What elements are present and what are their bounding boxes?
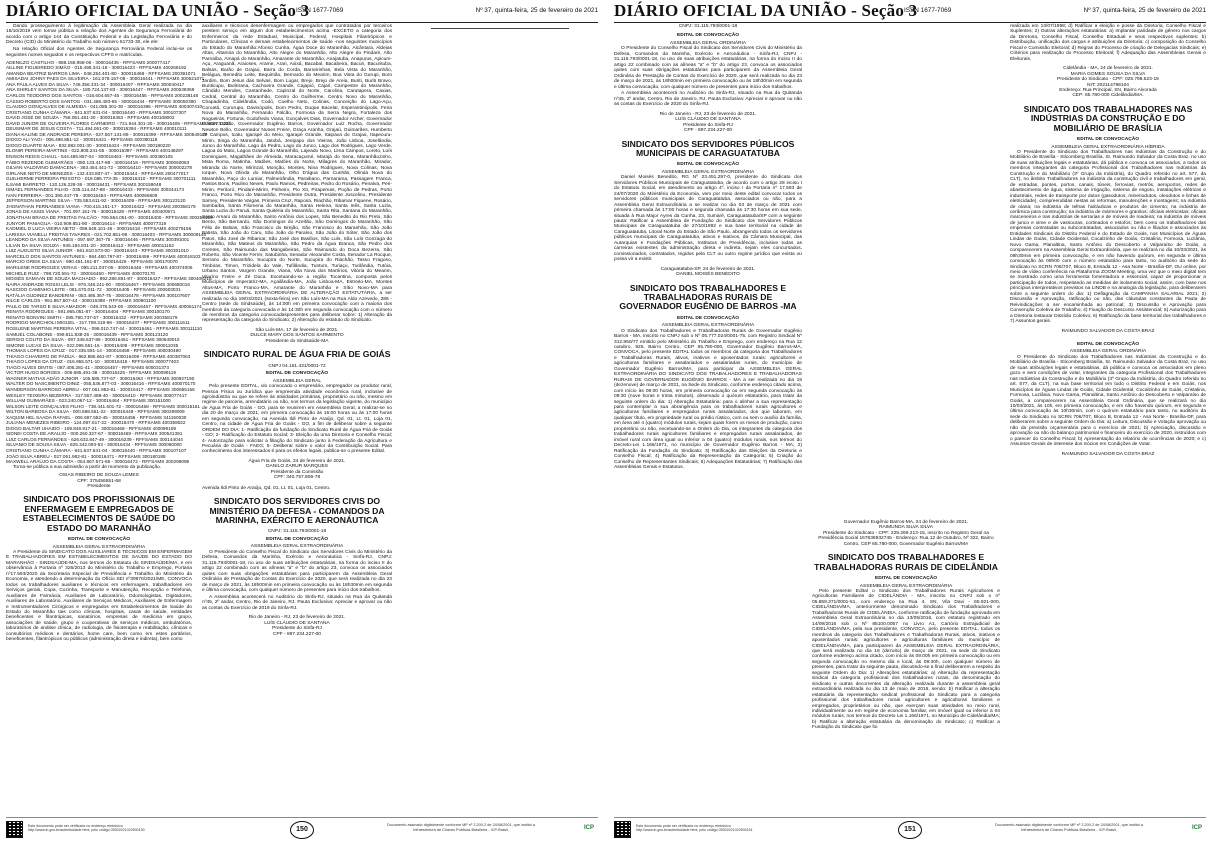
list-item: MOISÉS SAMAAN DE SOUZA MACHADO - 892.286.691-87 - 300016427 - RFFSAMS 300408218	[6, 276, 212, 282]
list-item: RENATO BONVINI SMITH - 085.790.737-57 - 300016432 - RFFSAMS 200358179	[6, 314, 178, 320]
signatory-name: DULCE MARY DOS SANTOS SARMENTO	[250, 333, 344, 339]
list-item: ISMAEL FERNANDES FILHO - 035.114.247-98 - 300016433 - RFFSAMS 300344173	[6, 187, 184, 193]
cnpj: CNPJ: 31.115.793/0001-18	[267, 529, 327, 535]
list-item: DAVID JOSÉ DE SOUZA - 758.051.481-20 - 300016453 - RFFSAMS 400108002	[6, 115, 175, 121]
org-title: SINDICATO DOS TRABALHADORES E TRABALHADORAS RURAIS DE GOVERNADOR EUGÊNIO DE BARROS -MA	[619, 282, 797, 312]
list-item: WANDERSON BARROSO ABREU - 007.061.982-81 - 300016417 - RFFSAMS 300655156	[6, 386, 195, 392]
list-item: CARLOS TEODORO DOS SANTOS - 016.604.657-45 - 300016456 - RFFSAMS 200228148	[6, 93, 199, 98]
edital-body-2: A Assembleia acontecerá no Auditório do Sinfa-RJ, situado na Rua da Quitanda nº45, 2º andar, Centro, Rio de Janeiro, RJ. Pauta Exclusiva: Apreciar e aprovar ou não as contas do Exercício de 2020 do Sinfa-RJ.	[614, 91, 802, 108]
agents-list	[6, 59, 232, 465]
edital-subheading: ASSEMBLEIA GERAL EXTRAORDINÁRIA	[661, 169, 755, 175]
intro-paragraph-2: Na relação Oficial dos Agentes de Segurança Ferroviária Federal inclui-se os seguintes nomes seguidos e os respectivos CPFS e matrículas.	[6, 47, 192, 58]
list-item: THOMAS LOPES DA CRUZ - 017.335.591-14 - 300016458 - RFFSAMS 400030490	[6, 348, 181, 354]
list-item: NASCIDO CAMINHO LEITE - 081.670.011-72 - 300016405 - RFFSAMS 200603031	[6, 287, 181, 293]
edital-subheading: ASSEMBLEIA GERAL EXTRAORDINÁRIA	[52, 544, 146, 550]
column-1	[614, 24, 802, 812]
signatory-name: LUÍS CLÁUDIO DE SANTANA	[264, 620, 330, 626]
list-item: LARISSA VIANELLI FREITAS TAVARES - 021.702.851-99 - 300016403 - RFFSAMS 300009140	[6, 231, 207, 237]
signatory-name: LUÍS CLÁUDIO DE SANTANA	[675, 117, 741, 123]
closing-text: Torna-se pública a sua admissão a partir de momento da publicação.	[13, 464, 162, 470]
list-item: NATÁLIA GUDINEZ BANDERINI - 053.486.367-75 - 300016478 - RFFSAMS 300107607	[6, 292, 191, 298]
list-item: GIRLANE NETO DE MENEZES - 132.433.807-47 - 300016444 - RFFSAMS 200477017	[6, 170, 189, 176]
page-number: 151	[898, 821, 922, 839]
masthead: DIÁRIO OFICIAL DA UNIÃO - Seção 3	[6, 1, 310, 20]
list-item: ANA PAULA ALVES DA SILVA - 745.356.331-34 - 300016407 - RFFSAMS 300040417	[6, 81, 185, 87]
list-item: SILVANIO DE SOUSA SILVA - 825.342.093-53 - 300016434 - RFFSAMS 300050000	[6, 442, 182, 448]
list-item: DAVID JUNIOR DE OLIVEIRA FLORES CARNEIRO - 721.944.301-30 - 300016405 - RFFSAMS 400733221	[6, 120, 232, 126]
list-item: AILLINE FIGUEIREDO SIMÃO - 015.498.341-18 - 300016423 - RFFSAMS 400268192	[6, 65, 187, 71]
issue-info: Nº 37, quinta-feira, 25 de fevereiro de 2021	[475, 7, 598, 14]
list-item: GUILHERME FERREIRA PEIXOTO - 019.085.773-35 - 300016410 - RFFSAMS 300701111	[6, 176, 196, 182]
list-item: PAULO DE TARSO E SILVA AMADOR - 049.378.543-05 - 300016467 - RFFSAMS 400061174	[6, 303, 202, 309]
list-item: VICTOR HUGO BORGES - 006.685.491-38 - 300016425 - RFFSAMS 300099119	[6, 370, 176, 376]
list-item: DIOGO DUARTE MAIA - 832.982.001-30 - 300016424 - RFFSAMS 300180220	[6, 142, 171, 148]
signature-notice: Documento assinado digitalmente conforme MP nº 2.200-2 de 24/08/2001, que institui a Infraestrutura de Chaves Públicas Brasileira - ICP-Brasil.	[994, 823, 1143, 832]
column-1	[6, 24, 232, 812]
signatory-cpf: CPF - 897.234.227-00	[273, 631, 321, 637]
column-2	[202, 24, 392, 812]
signatory-cep: CEP: 65.780-000 Cidelândia/MA.	[1072, 93, 1144, 99]
edital-body: O Presidente do Conselho Fiscal do Sindicato dos Servidores Civis do Ministério da Defesa, Comandos da Marinha, Exército e Aeronáutica - Sinfa-RJ, CNPJ - 31.115.793/0001-18, no uso de suas atribuições estatutárias, na forma do inciso II do artigo 22 combinado com as alíneas "a" e "b" do artigo 23, convoca os associados quites com suas obrigações estatutárias para participarem da Assembleia Geral Ordinária de Prestação de Contas do Exercício de 2020, que será realizada no dia 23 de março de 2021, às 18h00min em primeira convocação ou às 18h30min em segunda e última convocação, com qualquer número de presentes para início dos trabalhos.	[614, 46, 802, 90]
edital-subheading: ASSEMBLEIA GERAL ORDINÁRIA	[669, 40, 747, 46]
list-item: LUIZ CARLOS FERNANDES - 626.632.847-49 - 300016239 - RFFSAMS 300144044	[6, 436, 183, 442]
place-date: Rio de Janeiro - RJ, 23 de fevereiro de 2021.	[248, 615, 346, 621]
list-item: MÁRCIO GREIK DA SILVA - 990.451.161-87 - 300016429 - RFFSAMS 300170070	[6, 259, 178, 265]
edital-heading: EDITAL DE CONVOCAÇÃO	[677, 315, 739, 321]
list-item: WESLEY TEIXEIRA BEZERRA - 317.557.488-40 - 300016410 - RFFSAMS 300077417	[6, 392, 187, 398]
column-3	[402, 24, 598, 812]
list-item: CLAUDIO GONÇALVES DE ALMEIDA - 041.085.301-30 - 300016396 - RFFSAMS 400307410	[6, 104, 203, 110]
list-item: MAXWELL ARAÚJO DA COSTA - 054.867.571-66 - 300016472 - RFFSAMS 200299099	[6, 459, 190, 465]
list-item: ADENILZO CASTILHO - 888.155.958-05 - 300016436 - RFFSAMS 200077417	[6, 59, 171, 65]
edital-body: A Presidente do SINDICATO DOS AUXILIARES E TÉCNICOS EM ENFERMAGEM E TRABALHADORES EM ESTABELECIMENTOS DE SAÚDE DO ESTADO DO MARANHÃO - SINDSAÚDE-MA, nos termos do Estatuto do SINDSAÚDE/MA, e em observância à Portaria nº 326/2013 do Ministério do Trabalho e Emprego, Portaria nº17.593/2020 da Secretaria Especial de Previdência e Trabalho do Ministério da Economia, e atendendo a determinação do Ofício SEI nº39970/2021/ME, CONVOCA todos os trabalhadores auxiliares e técnicos em enfermagem, trabalhadores em Serviços gerais, Copa, Cozinha, Transporte e Manutenção, Recepção e Telefonia, Auxiliares de Farmácia, Auxiliares de Laboratório, Odontologistas, Digitadores, Auxiliares de Laboratório, Auxiliares de Serviços Médicos, Auxiliares de Enfermagem e Instrumentadores Cirúrgicos e empregados em Estabelecimentos de Saúde do Estado do Maranhão tais como clínicas, hospitais, casas de saúde, entidades beneficentes e filantrópicas, sanatórios, empresas de medicina em grupo, associações de saúde, grupo e cooperativas de serviços médicos, ambulatórios, laboratórios de análise clínica, de radiologia, de fisioterapia e reabilitação, clínicas e consultórios médicos e dentários, home care, bem como em estes paritários, beneficentes, filantrópicos ou públicos (administração direta e indireta), bem como	[6, 549, 192, 643]
org-title: SINDICATO DOS TRABALHADORES NAS INDÚSTRIAS DA CONSTRUÇÃO E DO MOBILIÁRIO DE BRASÍLIA	[1023, 103, 1193, 133]
icp-brasil-logo-icon: ICP	[583, 825, 594, 831]
edital-heading: EDITAL DE CONVOCAÇÃO	[677, 162, 739, 168]
place-date: Cidelândia - MA, 24 de fevereiro de 2021.	[1063, 66, 1153, 72]
list-item: DIOGO BALTAR UHAIDO - 109.849.917-21 - 300016468 - RFFSAMS 400099109	[6, 425, 176, 431]
place-date: Caraguatatuba-SP, 24 de fevereiro de 2021.	[660, 266, 756, 272]
list-item: NILCE CARLOS - 951.967.507-44 - 300016398 - RFFSAMS 300801100	[6, 298, 156, 304]
qr-code-icon	[6, 821, 23, 838]
edital-body-2: A Assembleia acontecerá no Auditório do Sinfa-RJ, situado na Rua da Quitanda nº45, 2º andar, Centro, Rio de Janeiro, RJ. Pauta Exclusiva: Apreciar e aprovar ou não as contas do Exercício de 2019 do Sinfa-RJ.	[202, 594, 392, 611]
signatory-role: Presidente do Sindsaúde-MA	[265, 338, 329, 344]
list-item: CRISTIANO CUNHA CÂMARA - 841.637.631-04 - 300016440 - RFFSAMS 300107307	[6, 109, 187, 115]
icp-brasil-logo-icon: ICP	[1191, 825, 1202, 831]
edital-body: O Presidente do Sindicato dos Trabalhadores nas Indústrias da Construção e do Mobiliário de Brasília - Sticomberg Brasília, Sr. Raimundo Salvador da Costa Braz, no uso de suas atribuições legais e estatutárias, dá pública e convoca os associados, a todos os membros integrantes da categoria Profissional dos Trabalhadores nas Indústrias da Construção e do Mobiliário (3º Grupo da Indústria), do Quadro referido no art. 577, da CLT), no âmbito Trabalhadores na indústria da construção civil e trabalhadores em geral, de estradas, pontes, portos, canais, túneis, ferrovias, metrôs, aeroportos, redes de abastecimento de água, sistema de irrigação, sistema de esgoto, instalações elétricas e industriais, redes de transporte por dutos (gasodutos, mineriodutos, oleodutos e linhas de eletricidade), compreendidas nestas as reformas, manutenções e montagens; na indústria de olaria; na indústria de telhas hidráulicas e produtos de cimento; na indústria de cerâmica para construção; na indústria de mármores e granitos; oficiais eletricistas; oficiais marceneiros e nas indústrias de serrarias e de móveis de madeira; na indústria de móveis de junco e vime e de vassouras, cortinados e estofos; bem como os trabalhadores das empresas contratadas ou subcontratadas, associados ou não e filiados e associados às Entidades Sindicais do Distrito Federal e do Estado de Goiás, nos Municípios de Águas Lindas de Goiás, Cidade Ocidental, Cocalzinho de Goiás, Cristalina, Formosa, Luziânia, Novo Gama, Planaltina, Santo Antônio do Descoberto e Valparaíso de Goiás, a comparecerem na Assembleia Geral Extraordinária, que se realizará no dia 10/03/2021, às 08h30min em primeira convocação, e em não havendo quórum, em segunda e última convocação às 09h00 com o número estatutário para tanto, no auditório da sede do Sindicato no SCRN 706/707, Bloco B, Entrada 12 - Asa Norte - Brasília-DF, OU online, por meio de vídeo conferência na Plataforma ZOOM Meeting, uma vez que o meio digital tem se mostrado como uma ferramenta fomentadora e essencial, capaz de proporcionar a participação de todos, respeitando as medidas de isolamento social, assim, com base nos princípios interpretativos previstos na LINDB e na analogia da legislação, para deliberarem sobre a seguinte ordem do dia: 1) Deflagração da CAMPANHA SALARIAL 2021; 2) Discussão e Aprovação, ratificação ou não, das cláusulas constantes da Pauta de Reivindicações a ser encaminhada ao patronal; 3) Discussão e Aprovação para Convenção Coletiva de Trabalho; 4) Fixação do Desconto Assistencial; 5) Autorização para a Diretoria instaurar Dissídio Coletivo; 6) Ratificação da base territorial dos trabalhadores e 7) Assuntos gerais.	[1010, 150, 1206, 325]
edital-subheading: ASSEMBLEIA GERAL EXTRAORDINÁRIA	[859, 583, 953, 589]
edital-heading: EDITAL DE CONVOCAÇÃO	[1077, 341, 1139, 347]
intro-paragraph: Dando prosseguimento à legitimação da Assembleia Geral realizada no dia 16/10/2019 vem tornar pública a relação dos Agentes de Segurança Ferroviária de acordo com o artigo 144 da Constituição Federal e da Legislação Ferroviária e do Decreto (CID) do Ministério do Trabalho sob número 51733-30, ele ele:	[6, 24, 192, 46]
list-item: FÁBIO REZENDE GUIMARÃES - 080.133.417-88 - 300016418 - RFFSAMS 300060063	[6, 159, 190, 165]
column-2-lower	[812, 520, 1000, 812]
list-item: AMANDA BEATRIZ BARROS LIMA - 048.254.401-80 - 300016468 - RFFSAMS 200391071	[6, 70, 196, 76]
signatory-name: RAIMUNDO SALVADOR DA COSTA BRAZ	[1061, 451, 1155, 457]
list-item: MICHELE RUIZ - 798.720.591-72 - 300016460 - RFFSAMS 400070170	[6, 270, 156, 276]
signatory-name: DANILO ZARUR MARQUES	[266, 464, 328, 470]
signatory-name: DANIEL MOISÉS BENEDITO	[676, 272, 740, 278]
page-header	[614, 0, 1206, 23]
list-item: RODRIGO MARCHIOLI MIGUEL - 317.708.318-98 - 300016437 - RFFSAMS 300111611	[6, 320, 190, 326]
list-item: MARILENE RODRIGUES VERAS - 095.211.037-05 - 300016448 - RFFSAMS 400374006	[6, 264, 193, 270]
edital-heading: EDITAL DE CONVOCAÇÃO	[266, 536, 328, 542]
signatory-cpf: CPF: 340.757.806-78	[273, 475, 321, 481]
edital-heading: EDITAL DE CONVOCAÇÃO	[68, 537, 130, 543]
list-item: IVAN FERREIRA - 001.390.447-79 - 300016454 - RFFSAMS 400066809	[6, 192, 158, 198]
list-item: DIOGO ALI YAGI - 006.498.851-12 - 300016421 - RFFSAMS 400390118	[6, 137, 158, 143]
list-item: GILVAN VALDIVINO DAMACENA - 363.454.441-72 - 300016410 - RFFSAMS 300002278	[6, 165, 193, 171]
page-left	[6, 0, 598, 842]
masthead: DIÁRIO OFICIAL DA UNIÃO - Seção 3	[614, 1, 918, 20]
edital-subheading: ASSEMBLEIA GERAL EXTRAORDINÁRIA	[250, 544, 344, 550]
signatory-cpf: CPF - 897.234.227-00	[684, 128, 732, 134]
list-item: SERGIO COUTO DA SILVA - 097.348.637-86 - 300016451 - RFFSAMS 300649010	[6, 337, 180, 343]
org-title: SINDICATO RURAL DE ÁGUA FRIA DE GOIÁS	[203, 349, 391, 360]
list-item: ANA SHIRLEY SANTOS DA SILVA - 180.724.137-83 - 300016447 - RFFSAMS 200638369	[6, 87, 195, 93]
signatory-nit: NIT: 202114798104	[1087, 82, 1129, 88]
signatory-role: Presidente do Sindicato - CPF: 025.798.523-18	[1057, 77, 1159, 83]
edital-subheading: ASSEMBLEIA GERAL EXTRAORDINÁRIA	[661, 323, 755, 329]
list-item: ILSAMI BARRETO - 120.126.228-36 - 300016431 - RFFSAMS 300159048	[6, 181, 162, 187]
edital-subheading: ASSEMBLEIA GERAL EXTRAORDINÁRIA HÍBRIDA	[1051, 144, 1165, 150]
qr-code-icon	[614, 821, 631, 838]
signature-notice: Documento assinado digitalmente conforme MP nº 2.200-2 de 24/08/2001, que institui a Infraestrutura de Chaves Públicas Brasileira - ICP-Brasil.	[386, 823, 535, 832]
list-item: LILIAN DA SILVA SOUZA - 945.184.831-20 - 300016412 - RFFSAMS 400011152	[6, 242, 174, 248]
edital-heading: EDITAL DE CONVOCAÇÃO	[1077, 137, 1139, 143]
edital-body: Daniel Moisés Benedito, RG Nº 23.451.297-0, presidente do Sindicato dos Servidores Públicos Municipais de Caraguatatuba, de acordo com o artigo 28 inciso I do Estatuto Social, em atendimento ao artigo 4º, inciso I da Portaria nº 17.593 de 24/07/2020 do Ministério da Economia, vem por meio deste edital convocar todos os servidores públicos municipais de Caraguatatuba, associados ou não, para a Assembleia Geral Extraordinária a se realizar no dia 03 de março de 2021 com primeira chamada às 17:00 horas e segunda chamada às 17:30 horas em sua sede, situada à Rua Major Ayres da Cunha, 23, Sumaré, Caraguatatuba/SP com a seguinte pauta: Ratificar a Assembleia de Fundação do Sindicato dos Servidores Públicos Municipais de Caraguatatuba de 27/10/1992 e sua base territorial na cidade de Caraguatatuba, Litoral Norte do Estado de São Paulo, abrangendo todos os servidores públicos municipais de Caraguatatuba, ativos e inativos, da Câmara Municipal, das Autarquias e Fundações Públicas, Institutos de Previdência, inclusive todas as carreiras existentes da administração direta e indireta, sejam eles concursados, comissionados, contratados, regidos pela CLT ou outro regime jurídico que exista ou possa vir a existir.	[614, 175, 802, 263]
cnpj: CNPJ 04.161.431/0001-72	[268, 363, 326, 369]
list-item: WILLIAM GUIMARÃES - 023.240.067-12 - 300016464 - RFFSAMS 300151000	[6, 398, 171, 404]
signatory-role: Presidente da Comissão	[270, 469, 324, 475]
place-date: Governador Eugênio Barros-MA, 24 de fevereiro de 2021.	[843, 520, 969, 525]
list-item: ELONIR PEREIRA MARTINS - 022.808.241-55 - 300016397 - RFFSAMS 400148297	[6, 148, 184, 154]
list-item: DIANA KALINE DE ANDRADE PEREIRA - 027.567.131-89 - 300016399 - RFFSAMS 300549177	[6, 131, 208, 137]
list-item: JEFFERSON MARTINS SILVA - 735.553.611-92 - 300016409 - RFFSAMS 300123120	[6, 198, 186, 204]
divider	[431, 28, 568, 29]
edital-body: Pelo presente Edital o Sindicato dos Trabalhadores Rurais Agricultores e Agricultoras Familiares de CIDELÂNDIA - MA, inscrito no CNPJ sob o nº 05.859.371/0001-51, com endereço na Rua 4, SN, Vila Davi - 65.921-000, CIDELÂNDIA/MA, anteriormente denominado Sindicato dos Trabalhadores e Trabalhadoras Rurais de CIDELÂNDIA, conforme ratificação de fundação aprovada em Assembleia Geral Extraordinária no dia 13/05/2016, com estatuto registrado em 14/09/2016 sob o Nº 85100.0057 no Livro A1, Cartório Extrajudicial de CIDELÂNDIA/MA, pela sua presidente, CONVOCA, pelo presente EDITAL, todos os membros da categoria dos Trabalhadores e Trabalhadoras Rurais, ativos, inativos e aposentados rurais: agricultores e agricultoras familiares do município de CIDELÂNDIA/MA, para participarem da ASSEMBLEIA GERAL EXTRAORDINÁRIA, que será realizada no dia 18 (dezoito) de março de 2021, na sede do Sindicato conforme endereço acima citado, com início às 09:00h em primeira convocação ou em segunda convocação no mesmo dia e local, às 09:30h, com qualquer número de presentes, para tratar da seguinte pauta, discutindo-se a final deliberarem a respeito da seguinte Ordem do Dia: 1) Alterações estatutárias: a) Alteração da representação sindical da categoria profissional dos trabalhadores rurais, da denominação do sindicato e outras decorrentes da alteração realizada durante a assembleia geral extraordinária realizada no dia 13 de maio de 2016, sendo: b) Ratificar a alteração estatutária da representação sindical profissional do Sindicato para a categoria profissional dos trabalhadores rurais agricultores e agricultoras familiares e empregados, proprietários ou não, que exerçam suas atividades no meio rural, individualmente ou em regime de economia familiar, em imóvel igual ou inferior a 04 módulos rurais, nos termos do Decreto Lei 1.166/1971, no Município de Cidelândia/MA; b) Ratificar a alteração estatutária da denominação do Sindicato; c) Ratificar a Fundação do Sindicato que foi	[812, 588, 1000, 731]
org-title: SINDICATO DOS TRABALHADORES E TRABALHADORAS RURAIS DE CIDELÂNDIA	[814, 552, 998, 572]
list-item: JUNYOR PANIAGUA - 010.909.851-90 - 300016414 - RFFSAMS 400077319	[6, 220, 167, 226]
signatory-role: Presidente	[87, 484, 111, 489]
list-item: KADMIEL D LUCA VIEIRA NETO - 059.649.101-46 - 300016418 - RFFSAMS 400279156	[6, 226, 192, 232]
issn: ISSN 1677-7069	[904, 7, 952, 14]
list-item: LEANDRO DA SILVA ANTUNES - 097.697.367-75 - 300016446 - RFFSAMS 300391001	[6, 237, 190, 243]
list-item: JHONATHAN FERNANDES VIANA - 700.415.161-17 - 300016422 - RFFSAMS 200358179	[6, 203, 196, 209]
list-item: CRISTIANO CUNHA CÂMARA - 841.637.631-04 - 300016440 - RFFSAMS 300107107	[6, 448, 187, 453]
list-item: DEUSIMAR DE JESUS COSTA - 711.494.061-00 - 300016394 - RFFSAMS 400010111	[6, 126, 187, 132]
list-item: WAGNER MATIAS ADÃO JUNIOR - 105.586.737-67 - 300016463 - RFFSAMS 300927190	[6, 375, 195, 381]
list-item: JULIANA MENEZES RIBEIRO - 124.097.617-22 - 300016470 - RFFSAMS 400359022	[6, 420, 186, 426]
list-item: WILSON LEITE GONÇALVES FILHO - 738.441.601-72 - 300016458 - RFFSAMS 300015151	[6, 403, 201, 409]
edital-subheading: ASSEMBLEIA GERAL ORDINÁRIA	[1069, 349, 1147, 355]
list-item: AMISADAI JOHNY PAES DA SILVEIRA - 161.078.157-08 - 300016441 - RFFSAMS 300621071	[6, 76, 205, 82]
page-right	[614, 0, 1206, 842]
edital-body: O Sindicato dos Trabalhadores e Trabalhadoras Rurais de Governador Eugênio Barros - MA, inscrito no CNPJ sob o Nº 05.777.024/0001-75, com Registro Sindical Nº 312.850/77 emitido pelo Ministério do Trabalho e Emprego, com endereço na Rua 12 outubro, 926, Bairro Centro, CEP 65.780-000, Governador Eugênio Barros-MA, CONVOCA, pelo presente EDITAL todos os membros da categoria dos Trabalhadores e Trabalhadoras Rurais, ativos, inativos e aposentados rurais: agricultores e agricultoras familiares e assalariados e assalariadas rurais, do município de Governador Eugênio Barros/MA, para participar da ASSEMBLEIA GERAL EXTRAORDINÁRIA DO SINDICATO DOS TRABALHADORES E TRABALHADORAS RURAIS DE GOVERNADOR EUGÊNIO BARROS - MA a ser realizada no dia 19 (dezenove) de março de 2021, na Sede do Sindicato, conforme endereço citado acima, com início às 09:00 horas, em primeira convocação ou em segunda convocação às 09:30 (nove horas e trinta minutos), observado o quórum estatutário, para tratar da seguinte ordem do dia: 1) Alteração Estatutária: para o alinhar a sua representação para contemplar a sua abrangência para os trabalhadores rurais agricultores e agricultoras familiares e empregados rurais assalariados, dos que laboram, em qualquer título, em propriedade rural ou prédio rústico, com ou sem o auxílio da família, em área até 4 (quatro) módulos rurais, sejam quais forem os meios de produção, como proprietário ou não, excetuando-se a Ordem do Dia, os integrantes da categoria dos trabalhadores rurais agricultores familiares e empregados rurais assalariados, de imóvel rural com área igual ou inferior a 04 (quatro) módulos rurais, nos termos do Decreto-Lei 1.166/1971, no município de Governador Eugênio Barros - MA; 2) Ratificação da Fundação do Sindicato; 3) Ratificação das Eleições da Diretoria e Conselho Fiscal; 4) Ratificação da Representação da Categoria; 5) Criação do Conselho de Representantes Sindicais; 6) Adequações Estatutárias; 7) Ratificação das Assembleias Gerais e Estatutos.	[614, 328, 802, 470]
list-item: WALTER DO NASCIMENTO DINIZ - 055.536.877-03 - 300016416 - RFFSAMS 400070170	[6, 381, 196, 387]
signatory-name: RAIMUNDA SILVA SILVA	[878, 525, 933, 531]
list-item: LUIZ AUGUSTO SILVA JUNIOR - 661.810.573-00 - 300016443 - RFFSAMS 300301010	[6, 248, 189, 254]
list-item: XAQUIM HEL SAADA RAFAEL - 006.597.552-45 - 300016455 - RFFSAMS 341150030	[6, 414, 187, 420]
page-header	[6, 0, 598, 23]
signatory-role: Presidente do Sindicato - CPF: 229.269.213-15, inscrito no Registro Geral na Previdência Social 167636932745 - Endereço: Rua 12 de Outubro, Nº 322, Bairro Centro, CEP 65.780-000, Governador Eugênio Barros/MA	[818, 530, 994, 547]
place-date: São Luís-MA, 17 de fevereiro de 2021.	[255, 327, 339, 333]
list-item: CÁSSIO ROBERTO DOS SANTOS - 031.486.493-65 - 300016434 - RFFSAMS 300050390	[6, 98, 196, 104]
edital-body: Pelo presente EDITAL, ulo convocado o empresário, empregador ou produtor rural, Pessoa Física ou Jurídica que empreenda atividade econômica rural, inclusive de agroindústria ou que se refere às atividades primárias, proprietário ou não, mesmo em regime de parceria, arrendatário ou não, nos termos da legislação vigente, do município de Água Fria de Goiás - GO, para se reunirem em Assembleia Geral, a realizar-se no dia 20 de março de 2021, em primeira convocação às 15:00 horas ou às 17:00 horas em segunda convocação, na Avenida Ildi Pinto de Araújo, Qd. 01, Lt. 01, Loja 01, Centro, na cidade de Água Fria de Goiás - GO, a fim de deliberar sobre a seguinte ORDEM DO DIA: 1- Ratificação da fundação do Sindicato Rural de Água Fria de Goiás - GO; 2- Ratificação do Estatuto Social; 3- Eleição da uma Diretoria e Conselho Fiscal; 4- Autorização para solicitar a filiação do Sindicato junto à Federação da Agricultura e Pecuária de Goiás - FAEG; 5- Deliberar sobre o valor da Contribuição Social. Para conhecimento dos interessados é para os efeitos legais, publica-se o presente Edital.	[202, 384, 392, 455]
list-item: THIAGO LOPES DA CRUZ - 016.955.571-10 - 300016415 - RFFSAMS 300077403	[6, 359, 179, 365]
page-footer	[6, 817, 598, 843]
list-item: SAMUEL COLABONE - 099.811.838-25 - 300016439 - RFFSAMS 300123120	[6, 331, 169, 337]
signatory-role: Presidente do Sinfa-RJ	[272, 626, 322, 632]
edital-body: O Presidente do Conselho Fiscal do Sindicato dos Servidores Civis do Ministério da Defesa, Comandos da Marinha, Exército e Aeronáutica - Sinfa-RJ, CNPJ: 31.115.793/0001-18, no uso de suas atribuições estatutárias, na forma do inciso II do artigo 22 combinado com as alíneas "a" e "b" do artigo 23, convoca os associados quites com suas obrigações estatutárias para participarem da Assembleia Geral Ordinária de Prestação de Contas do Exercício de 2020, que será realizada no dia 23 de março de 2021, às 18h00min em primeira convocação ou às 18h30min em segunda e última convocação, com qualquer número de presentes para início dos trabalhos.	[202, 549, 392, 593]
issue-info: Nº 37, quinta-feira, 25 de fevereiro de 2021	[1083, 7, 1206, 14]
signatory-address: Endereço: Rua Principal, SN, Bairro Alvorada	[1059, 87, 1157, 93]
list-item: ENISON REGIS CHAUL - 544.485.857-04 - 300016463 - RFFSAMS 400360105	[6, 154, 173, 160]
list-item: SIMONE LUCAS DA SILVA - 022.095.551-16 - 300016408 - RFFSAMS 300011035	[6, 342, 179, 348]
signatory-name: MARIA GOMES SOUSA DA SILVA	[1070, 71, 1146, 77]
list-item: RENATA RODRIGUES - 591.965.051-87 - 300016404 - RFFSAMS 300100170	[6, 309, 170, 315]
address-line: Avenida Ildi Pinto de Araújo, Qd. 01, Lt. 01, Loja 01, Centro.	[202, 485, 331, 491]
edital-body-continued: auxiliares e técnicos desenfermagem ou empregados que contratados por terceiros prestem serviço em algum dos estabelecimentos acima -EXCETO a categoria dos Enfermeiros da rede Estadual, Municipal, Federal, Hospitais Filantrópicos e Particulares, Clínicas e demais estabelecimentos de saúde -nos seguintes municípios do Estado do Maranhão:Afonso Cunha, Água Doce do Maranhão, Alcântara, Aldeias Altas, Altamira do Maranhão, Alto Alegre do Maranhão, Alto Alegre do Pindaré, Alto Parnaíba, Amapá do Maranhão, Amarante do Maranhão, Anajatuba, Anapurus, Apicum-Açu, Araguanã, Araioses, Arame, Arari, Axixá, Bacabal, Bacabeira, Bacuri, Bacurituba, Balsas, Barão de Grajaú, Barra do Corda, Barreirinhas, Bela Vista do Maranhão, Belágua, Benedito Leite, Bequimão, Bernardo do Mearim, Boa Vista do Gurupi, Bom Jardim, Bom Jesus das Selvas, Bom Lugar, Brejo, Brejo de Areia, Buriti, Buriti Bravo, Buriticupu, Buritirana, Cachoeira Grande, Cajapió, Cajari, Campestre do Maranhão, Cândido Mendes, Cantanhede, Capinzal do Norte, Carolina, Carutapera, Caxias, Cedral, Central do Maranhão, Centro do Guilherme, Centro Novo do Maranhão, Chapadinha, Cidelândia, Codó, Coelho Neto, Colinas, Conceição do Lago-Açu, Coroatá, Cururupu, Davinópolis, Dom Pedro, Duque Bacelar, Esperantinópolis, Feira Nova do Maranhão, Fernando Falcão, Formosa da Serra Negra, Fortaleza dos Nogueiras, Fortuna, Godofredo Viana, Gonçalves Dias, Governador Archer, Governador Edison Lobão, Governador Eugênio Barros, Governador Luiz Rocha, Governador Newton Bello, Governador Nunes Freire, Graça Aranha, Grajaú, Guimarães, Humberto de Campos, Icatu, Igarapé do Meio, Igarapé Grande, Itaipava do Grajaú, Itapecuru-Mirim, Itinga do Maranhão, Jatobá, Jenipapo dos Vieiras, João Lisboa, Joselândia, Junco do Maranhão, Lago da Pedra, Lago do Junco, Lago dos Rodrigues, Lago Verde, Lagoa do Mato, Lagoa Grande do Maranhão, Lajeado Novo, Lima Campos, Loreto, Luís Domingues, Magalhães de Almeida, Maracaçumé, Marajá do Sena, Maranhãozinho, Mata Roma, Matinha, Matões, Matões do Norte, Milagres do Maranhão, Mirador, Miranda do Norte, Mirinzal, Monção, Montes, Nina Rodrigues, Nova Colinas, Nova Iorque, Nova Olinda do Maranhão, Olho D'água das Cunhãs, Olinda Nova do Maranhão, Paço do Lumiar, Palmeirândia, Paraibano, Parnarama, Passagem Franca, Pastos Bons, Paulino Neves, Paulo Ramos, Pedreiras, Pedro do Rosário, Penalva, Peri-Mirim, Peritoró, Pindaré-Mirim, Pinheiro, Pio XII, Pirapemas, Poção de Pedras, Porto Franco, Porto Rico do Maranhão, Presidente Dutra, Presidente Juscelino, Presidente Sarney, Presidente Vargas, Primeira Cruz, Raposa, Riachão, Ribamar Fiquene, Rosário, Sambaíba, Santa Filomena do Maranhão, Santa Helena, Santa Inês, Santa Luzia, Santa Luzia do Paruá, Santa Quitéria do Maranhão, Santa Rita, Santana do Maranhão, Santo Amaro do Maranhão, Santo Antônio dos Lopes, São Benedito do Rio Preto, São Bento, São Bernardo, São Domingos do Azeitão, São Domingos do Maranhão, São Félix de Balsas, São Francisco do Brejão, São Francisco do Maranhão, São João Batista, São João do Caru, São João do Paraíso, São João do Sóter, São João dos Patos, São José de Ribamar, São José dos Basílios, São Luís, São Luís Gonzaga do Maranhão, São Mateus do Maranhão, São Pedro da Água Branca, São Pedro dos Crentes, São Raimundo das Mangabeiras, São Raimundo do Doca Bezerra, São Roberto, São Vicente Ferrer, Satubinha, Senador Alexandre Costa, Senador La Rocque, Serrano do Maranhão, Sucupira do Norte, Sucupira do Riachão, Tasso Fragoso, Timbiras, Timon, Trizidela do Vale, Tufilândia, Tuntum, Turiaçu, Turilândia, Tutóia, Urbano Santos, Vargem Grande, Viana, Vila Nova dos Martírios, Vitória do Mearim, Vitorino Freire e Zé Doca. Excetuando-se a região Tocantina, composta pelos Municípios de Imperatriz-MA, Açailândia-MA, João Lisboa-MA, Estreito-MA, Montes Altos-MA, Porto Franco-MA, Amarante do Maranhão e Sítio Novo-MA para ASSEMBLEIA GERAL EXTRAORDINÁRIA DE ALTERAÇÃO ESTATUTÁRIA, a ser realizada no dia 19/03/2021 (sexta-feira) em São Luís-MA na Rua Aldo Azevedo, 285 - Centro (sede do Sindsaúde), às 14:00h em primeira convocação com a maioria dos membros da categoria convocada e às 14:30h em segunda convocação com o número de membros da categoria convocadaspresentes para deliberar sobre: 1) Alteração da representação da categoria do Sindicato; 2) Alteração do estatuto do Sindicato.	[202, 24, 392, 324]
page-footer	[614, 817, 1206, 843]
edital-heading: EDITAL DE CONVOCAÇÃO	[677, 33, 739, 39]
place-date: Água Fria de Goiás, 24 de fevereiro de 2021.	[248, 458, 346, 464]
issn: ISSN 1677-7069	[296, 7, 344, 14]
list-item: NAIRA ANDRADE ROSSI LELIS - 976.348.241-00 - 300016467 - RFFSAMS 300680016	[6, 281, 190, 287]
signatory-name: OSIAS RIBEIRO DE SOUZA LEMES	[59, 473, 139, 479]
list-item: JONAS DE ASSIS VIANA - 701.097.151-76 - 300016429 - RFFSAMS 400400571	[6, 209, 176, 215]
verification-text: Este documento pode ser verificado no endereço eletrônico http://www.in.gov.br/autenticidade.html, pelo código 05302021022500151	[636, 824, 753, 833]
page-number: 150	[290, 821, 314, 839]
edital-body-continued: realizada em 13/07/1998; d) Ratificar a eleição e posse da Diretoria, Conselho Fiscal e Suplentes; 2) Outras alterações estatutárias: a) Implantar paridade de gênero nos cargos da Diretoria, Conselho Fiscal, Conselho Estadual e seus respectivos suplentes; b) Distribuição, unificação dos cargos e atribuições da Diretoria; c) composição do Conselho Fiscal e Comissão Eleitoral; d) Regras do Processo de criação de Delegacias Sindicais; e) Critérios para realização do Processo Eleitoral; f) Adequação das Assembleias Gerais e Eleitorais.	[1010, 24, 1206, 62]
list-item: JONATHAN BRAGA DE FREITAS FALCÃO - 706.554.051-00 - 300016400 - RFFSAMS 300256159	[6, 215, 213, 221]
signatory-cpf: CPF: 375456551-68	[77, 478, 121, 484]
cnpj: CNPJ: 31.115.793/0001-18	[678, 24, 738, 29]
edital-subheading: ASSEMBLEIA GERAL	[272, 378, 322, 384]
list-item: SIDNEI COSTA DE ARAUJO - 000.260.327-67 - 300016469 - RFFSAMS 300541391	[6, 431, 183, 437]
list-item: TIAGO ALVES DINTIS - 087.406.281-41 - 300016457 - RFFSAMS 600031373	[6, 364, 170, 370]
list-item: THIAGO CHAVEIRO DE PÁDUA - 962.885.661-87 - 300016409 - RFFSAMS 400387063	[6, 353, 191, 359]
list-item: JOÃO SILVA ABREU - 027.061.982-81 - 300016471 - RFFSAMS 300180188	[6, 453, 166, 459]
org-title: SINDICATO DOS SERVIDORES CIVIS DO MINISTÉRIO DA DEFESA - COMANDOS DA MARINHA, EXÉRCITO E AERONÁUTICA	[209, 496, 385, 526]
column-3	[1010, 24, 1206, 812]
list-item: WILTON BARBOSA DA SILVA - 000.598.551-22 - 300016449 - RFFSAMS 300299009	[6, 409, 185, 415]
place-date: Rio de Janeiro - RJ, 23 de fevereiro de 2021.	[659, 111, 757, 117]
org-title: SINDICATO DOS PROFISSIONAIS DE ENFERMAGEM E EMPREGADOS DE ESTABELECIMENTOS DE SAÚDE DO ESTADO DO MARANHÃO	[22, 494, 176, 533]
list-item: MARCELO DOS SANTOS ANTUNES - 984.480.797-87 - 300016459 - RFFSAMS 400018103	[6, 253, 201, 259]
signatory-name: RAIMUNDO SALVADOR DA COSTA BRAZ	[1061, 328, 1155, 334]
org-title: SINDICATO DOS SERVIDORES PÚBLICOS MUNICIPAIS DE CARAGUATATUBA	[621, 138, 795, 159]
edital-heading: EDITAL DE CONVOCAÇÃO	[266, 371, 328, 377]
list-item: ROSILENE MARTINS PEREIRA VITAL - 098.010.747-44 - 300016461 - RFFSAMS 300111110	[6, 325, 203, 331]
edital-heading: EDITAL DE CONVOCAÇÃO	[875, 576, 937, 582]
verification-text: Este documento pode ser verificado no endereço eletrônico http://www.in.gov.br/autenticidade.html, pelo código 05302021022500150	[28, 824, 145, 833]
edital-body: O Presidente do Sindicato dos Trabalhadores nas Indústrias da Construção e do Mobiliário de Brasília - Sticomberg Brasília, Sr. Raimundo Salvador da Costa Braz, no uso de suas atribuições legais e estatutárias, dá pública e convoca os associados em pleno gozo e sem condições de votar, integrantes da categoria Profissional dos Trabalhadores nas Indústrias da Construção e do Mobiliário (3º Grupo da Indústria, do Quadro referido no art. 577, da CLT), na sua base territorial em todo o Distrito Federal e em Goiás, nos Municípios de Águas Lindas de Goiás, Cidade Ocidental, Cocalzinho de Goiás, Cristalina, Formosa, Luziânia, Novo Gama, Planaltina, Santo Antônio do Descoberto e Valparaíso de Goiás, a comparecerem na Assembleia Geral Ordinária, que se realizará no dia 10/03/2021, às 10h, em primeira convocação, e em não havendo quórum, em segunda e última convocação às 10h30min, com o quórum estatutário para tanto, no auditório da sede do Sindicato no SCRN 706/707, Bloco B, Entrada 12 - Asa Norte - Brasília-DF, para deliberarem sobre a seguinte Ordem do Dia: a) Leitura, Discussão e Votação aprovação ou não da previsão orçamentária para o exercício de 2021; b) Apreciação, discussão e aprovação ou não do balanço patrimonial e financeiro do exercício de 2020, instruídos com o parecer do Conselho Fiscal; b) Apresentação do relatório de ocorrências de 2020; e c) Assuntos Gerais de interesse dos Sócios em Condições de Votar.	[1010, 354, 1207, 448]
signatory-role: Presidente do Sinfa-RJ	[683, 122, 733, 128]
